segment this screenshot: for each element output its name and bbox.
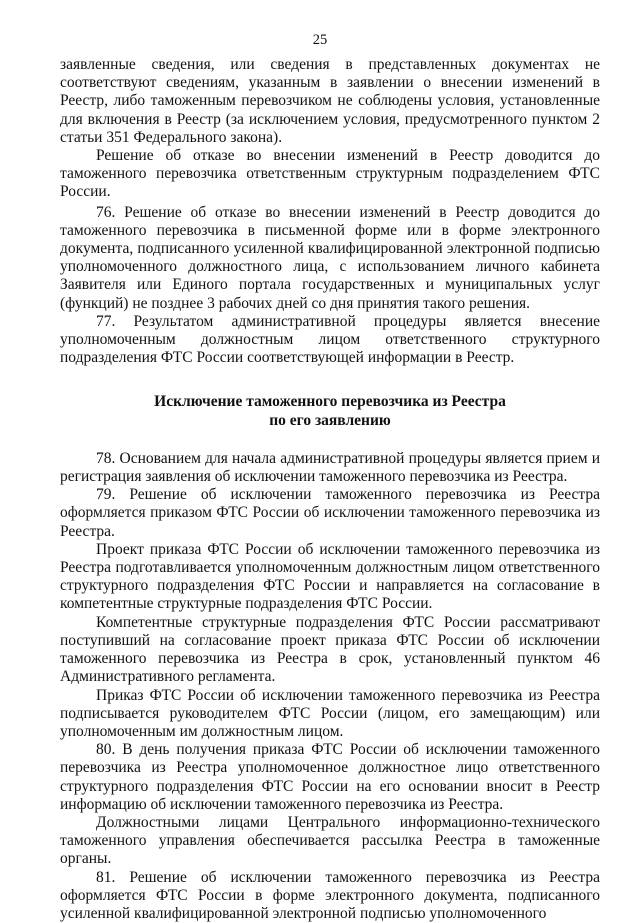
paragraph-refusal-notice: Решение об отказе во внесении изменений в Реестр доводится до таможенного перевозчика ответственным структурным подразделением ФТС России. [60,147,600,201]
paragraph-81: 81. Решение об исключении таможенного перевозчика из Реестра оформляется ФТС России в форме электронного документа, подписанного усиленной квалифицированной электронной подписью уполномоченного [60,868,600,922]
paragraph-distribution: Должностными лицами Центрального информационно-технического таможенного управления обеспечивается рассылка Реестра в таможенные органы. [60,813,600,868]
section-title-line-1: Исключение таможенного перевозчика из Реестра [154,393,506,411]
paragraph-80: 80. В день получения приказа ФТС России об исключении таможенного перевозчика из Реестра уполномоченное должностное лицо ответственного структурного подразделения ФТС России на его основании вносит в Реестр информацию об исключении таможенного перевозчика из Реестра. [60,741,600,813]
paragraph-78: 78. Основанием для начала административной процедуры является прием и регистрация заявления об исключении таможенного перевозчика из Реестра. [60,449,600,486]
paragraph-77: 77. Результатом административной процедуры является внесение уполномоченным должностным лицом ответственного структурного подразделения ФТС России соответствующей информации в Реестр. [60,312,600,367]
paragraph-76: 76. Решение об отказе во внесении изменений в Реестр доводится до таможенного перевозчика в письменной форме или в форме электронного документа, подписанного усиленной квалифицированной электронной подписью уполномоченного должностного лица, с использованием личного кабинета Заявителя или Единого портала государственных и муниципальных услуг (функций) не позднее 3 рабочих дней со дня принятия такого решения. [60,203,600,312]
section-title [60,393,600,429]
paragraph-79: 79. Решение об исключении таможенного перевозчика из Реестра оформляется приказом ФТС России об исключении таможенного перевозчика из Реестра. [60,486,600,540]
paragraph-draft-order: Проект приказа ФТС России об исключении таможенного перевозчика из Реестра подготавливается уполномоченным должностным лицом ответственного структурного подразделения ФТС России и направляется на согласование в компетентные структурные подразделения ФТС России. [60,540,600,613]
paragraph-continuation: заявленные сведения, или сведения в представленных документах не соответствуют сведениям, указанным в заявлении о внесении изменений в Реестр, либо таможенным перевозчиком не соблюдены условия, установленные для включения в Реестр (за исключением условия, предусмотренного пунктом 2 статьи 351 Федерального закона). [60,56,600,146]
page-number: 25 [312,32,328,48]
paragraph-review: Компетентные структурные подразделения ФТС России рассматривают поступивший на согласование проект приказа ФТС России об исключении таможенного перевозчика из Реестра в срок, установленный пунктом 46 Административного регламента. [60,613,600,686]
paragraph-signing: Приказ ФТС России об исключении таможенного перевозчика из Реестра подписывается руководителем ФТС России (лицом, его замещающим) или уполномоченным им должностным лицом. [60,686,600,740]
document-body [60,56,600,923]
section-title-line-2: по его заявлению [269,411,391,429]
